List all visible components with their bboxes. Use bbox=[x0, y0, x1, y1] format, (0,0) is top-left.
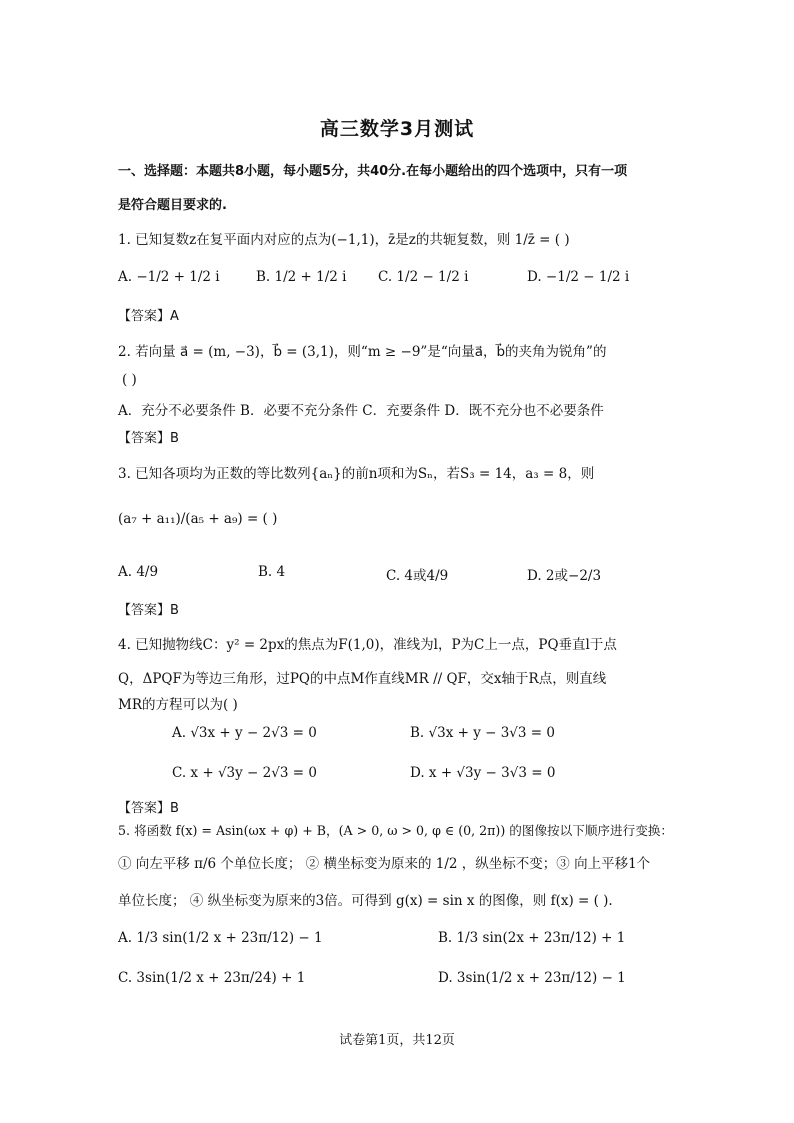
q2-paren: ( ) bbox=[122, 372, 137, 388]
q5-option-b: B. 1/3 sin(2x + 23π/12) + 1 bbox=[438, 930, 626, 946]
q5-line3: 单位长度； ④ 纵坐标变为原来的3倍。可得到 g(x) = sin x 的图像，则 f(x) = ( ). bbox=[118, 893, 613, 909]
q5-option-d: D. 3sin(1/2 x + 23π/12) − 1 bbox=[438, 970, 626, 986]
q3-stem: 3. 已知各项均为正数的等比数列{aₙ}的前n项和为Sₙ，若S₃ = 14，a₃ = 8，则 bbox=[118, 466, 595, 482]
page-title: 高三数学3月测试 bbox=[319, 118, 475, 140]
q4-option-a: A. √3x + y − 2√3 = 0 bbox=[172, 725, 317, 741]
q3-option-c: C. 4或4/9 bbox=[386, 568, 449, 584]
q1-answer: 【答案】A bbox=[118, 309, 179, 324]
q4-line2: Q，ΔPQF为等边三角形，过PQ的中点M作直线MR // QF，交x轴于R点，则直线 bbox=[118, 671, 607, 687]
q3-option-a: A. 4/9 bbox=[118, 564, 159, 580]
q5-line2: ① 向左平移 π/6 个单位长度； ② 横坐标变为原来的 1/2 ，纵坐标不变；③ 向上平移1个 bbox=[118, 856, 651, 872]
q3-expression: (a₇ + a₁₁)/(a₅ + a₉) = ( ) bbox=[118, 511, 278, 527]
q4-answer: 【答案】B bbox=[118, 801, 179, 816]
q3-answer: 【答案】B bbox=[118, 603, 179, 618]
q4-option-d: D. x + √3y − 3√3 = 0 bbox=[410, 765, 556, 781]
q2-options: A．充分不必要条件 B．必要不充分条件 C．充要条件 D．既不充分也不必要条件 bbox=[118, 403, 604, 419]
q5-line1: 5. 将函数 f(x) = Asin(ωx + φ) + B，(A > 0, ω > 0, φ ∈ (0, 2π)) 的图像按以下顺序进行变换： bbox=[118, 823, 673, 838]
q4-line1: 4. 已知抛物线C：y² = 2px的焦点为F(1,0)，准线为l，P为C上一点，PQ垂直l于点 bbox=[118, 637, 617, 653]
q1-option-a: A. −1/2 + 1/2 i bbox=[118, 269, 220, 285]
q4-option-b: B. √3x + y − 3√3 = 0 bbox=[410, 725, 555, 741]
section-heading-line1: 一、选择题：本题共8小题，每小题5分，共40分.在每小题给出的四个选项中，只有一项 bbox=[118, 164, 628, 179]
q5-option-a: A. 1/3 sin(1/2 x + 23π/12) − 1 bbox=[118, 930, 323, 946]
section-heading-line2: 是符合题目要求的. bbox=[118, 198, 227, 213]
q2-stem: 2. 若向量 a⃗ = (m, −3)，b⃗ = (3,1)，则“m ≥ −9”是“向量a⃗，b⃗的夹角为锐角”的 bbox=[118, 344, 607, 360]
q1-option-b: B. 1/2 + 1/2 i bbox=[256, 269, 347, 285]
q3-option-d: D. 2或−2/3 bbox=[527, 568, 602, 584]
q2-answer: 【答案】B bbox=[118, 431, 179, 446]
q4-option-c: C. x + √3y − 2√3 = 0 bbox=[172, 765, 317, 781]
q1-option-c: C. 1/2 − 1/2 i bbox=[378, 269, 469, 285]
q5-option-c: C. 3sin(1/2 x + 23π/24) + 1 bbox=[118, 970, 306, 986]
q1-stem: 1. 已知复数z在复平面内对应的点为(−1,1)，z̄是z的共轭复数，则 1/z̄ = ( ) bbox=[118, 232, 570, 248]
q3-option-b: B. 4 bbox=[258, 564, 286, 580]
q1-option-d: D. −1/2 − 1/2 i bbox=[527, 269, 630, 285]
q4-line3: MR的方程可以为( ) bbox=[118, 697, 238, 713]
page-footer: 试卷第1页，共12页 bbox=[339, 1033, 455, 1048]
